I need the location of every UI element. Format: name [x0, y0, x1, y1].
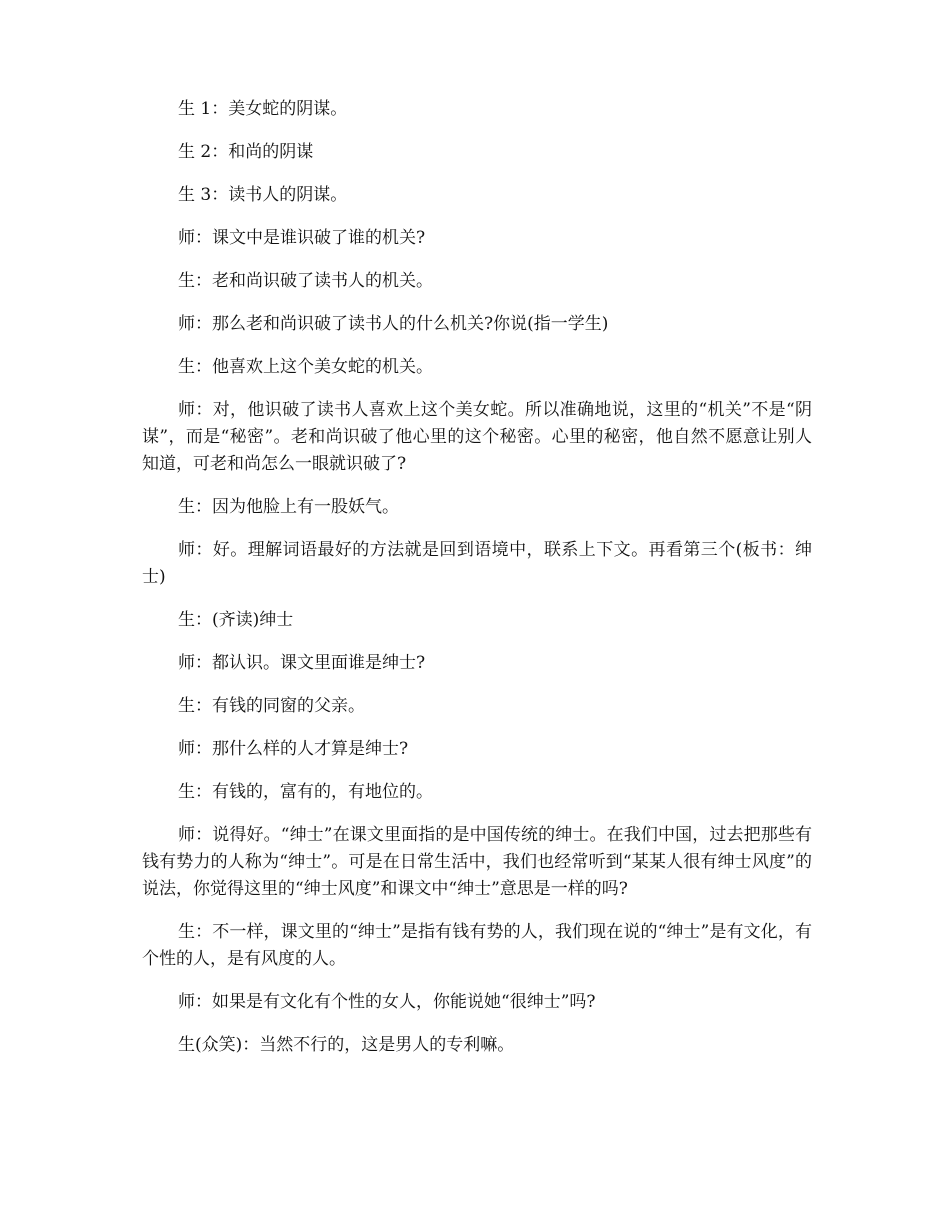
document-body: [142, 96, 812, 1075]
paragraph: 生 2：和尚的阴谋: [178, 142, 314, 162]
paragraph: 师：说得好。“绅士”在课文里面指的是中国传统的绅士。在我们中国，过去把那些有钱有势力的人称为“绅士”。可是在日常生活中，我们也经常听到“某某人很有绅士风度”的说法，你觉得这里的“绅士风度”和课文中“绅士”意思是一样的吗?: [142, 825, 812, 899]
paragraph: 生：有钱的，富有的，有地位的。: [178, 782, 433, 802]
paragraph: 生：他喜欢上这个美女蛇的机关。: [178, 357, 433, 377]
paragraph: 生：(齐读)绅士: [178, 610, 294, 630]
paragraph: 师：如果是有文化有个性的女人，你能说她“很绅士”吗?: [178, 992, 596, 1012]
paragraph: 生：因为他脸上有一股妖气。: [178, 497, 399, 517]
paragraph: 师：课文中是谁识破了谁的机关?: [178, 228, 426, 248]
paragraph: 生：不一样，课文里的“绅士”是指有钱有势的人，我们现在说的“绅士”是有文化，有个性的人，是有风度的人。: [142, 922, 812, 969]
paragraph: 师：好。理解词语最好的方法就是回到语境中，联系上下文。再看第三个(板书：绅士): [142, 540, 812, 587]
paragraph: 师：对，他识破了读书人喜欢上这个美女蛇。所以准确地说，这里的“机关”不是“阴谋”，而是“秘密”。老和尚识破了他心里的这个秘密。心里的秘密，他自然不愿意让别人知道，可老和尚怎么一眼就识破了?: [142, 400, 812, 474]
paragraph: 师：那什么样的人才算是绅士?: [178, 739, 409, 759]
paragraph: 生：有钱的同窗的父亲。: [178, 696, 365, 716]
paragraph: 师：都认识。课文里面谁是绅士?: [178, 653, 426, 673]
paragraph: 生 1：美女蛇的阴谋。: [178, 99, 348, 119]
paragraph: 生 3：读书人的阴谋。: [178, 185, 348, 205]
paragraph: 生(众笑)：当然不行的，这是男人的专利嘛。: [178, 1035, 515, 1055]
paragraph: 师：那么老和尚识破了读书人的什么机关?你说(指一学生): [178, 314, 609, 334]
paragraph: 生：老和尚识破了读书人的机关。: [178, 271, 433, 291]
